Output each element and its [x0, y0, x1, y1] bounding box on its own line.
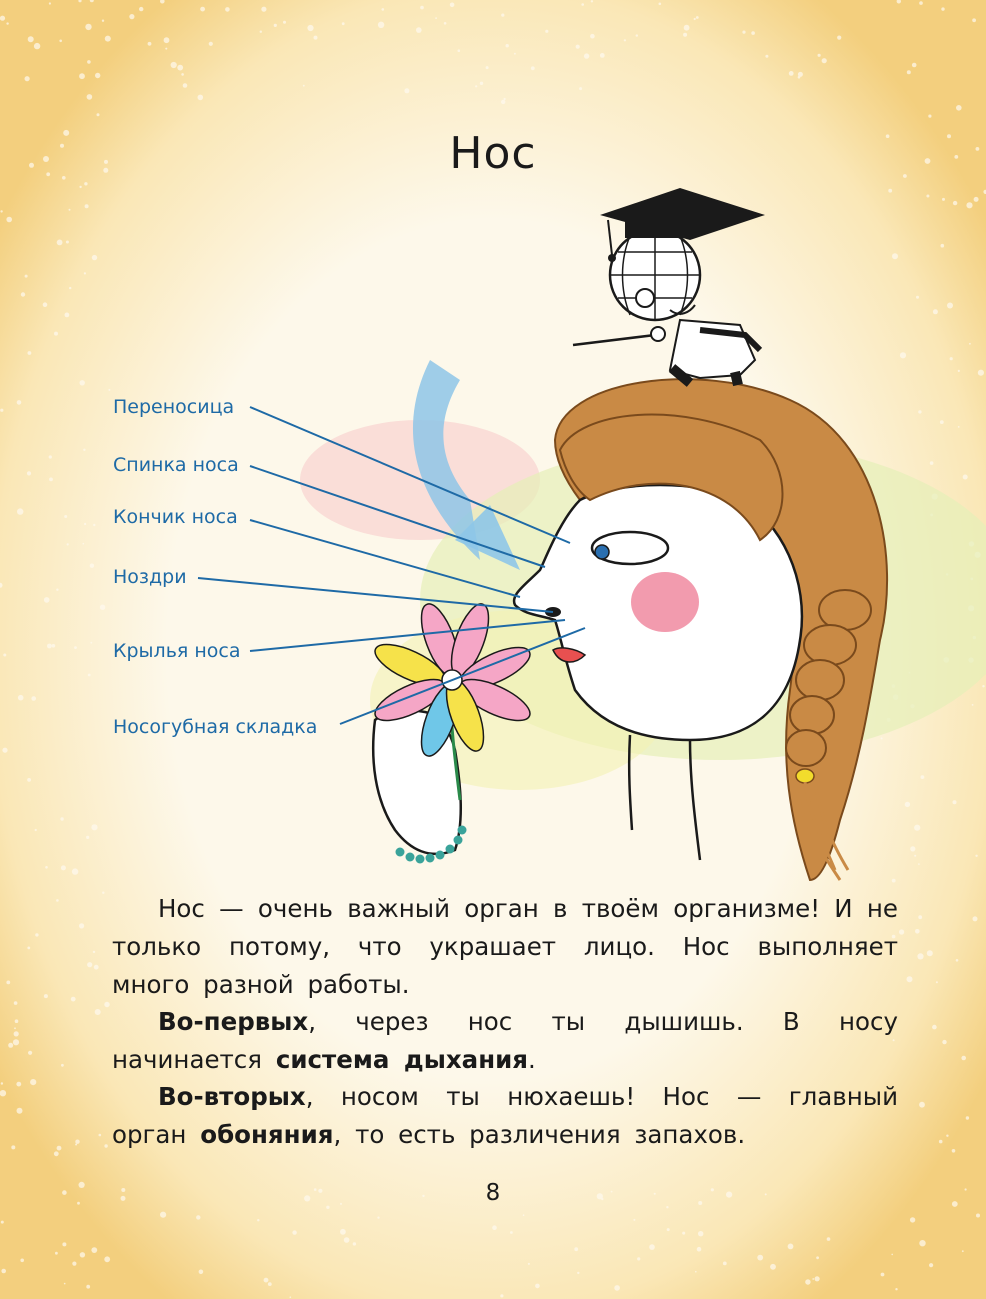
speckle [500, 1294, 503, 1297]
bold-first: Во-первых [158, 1007, 309, 1036]
speckle [104, 1256, 110, 1262]
speckle [1, 1221, 4, 1224]
speckle [976, 1214, 980, 1218]
speckle [827, 1237, 831, 1241]
bold-second: Во-вторых [158, 1082, 306, 1111]
speckle [199, 1270, 204, 1275]
paragraph-3-text: , носом ты нюхаешь! Нос — главный орган [112, 1082, 898, 1149]
speckle [695, 1271, 697, 1273]
paragraph-2-end: . [528, 1045, 536, 1074]
speckle [0, 1090, 6, 1096]
speckle [917, 953, 923, 959]
speckle [196, 1215, 200, 1219]
speckle [697, 1247, 702, 1252]
body-text [112, 890, 898, 1153]
page-number: 8 [485, 1180, 501, 1206]
page-title: Нос [449, 128, 537, 179]
speckle [932, 1025, 937, 1030]
speckle [86, 1285, 90, 1289]
speckle [633, 1219, 635, 1221]
speckle [523, 1214, 525, 1216]
speckle [535, 1284, 540, 1289]
speckle [80, 1252, 85, 1257]
speckle [87, 962, 92, 967]
paragraph-1: Нос — очень важный орган в твоём организме! И не только потому, что украшает лицо. Нос выполняет много разной работы. [112, 894, 898, 999]
speckle [16, 1082, 21, 1087]
speckle [667, 1228, 670, 1231]
label-nostrils: Ноздри [113, 566, 187, 588]
speckle [160, 1212, 166, 1218]
cheek [631, 572, 699, 632]
speckle [44, 994, 48, 998]
speckle [973, 916, 978, 921]
speckle [268, 1282, 272, 1286]
paragraph-3 [112, 1078, 898, 1154]
speckle [14, 1031, 19, 1036]
speckle [14, 1027, 16, 1029]
bold-breathing-system: система дыхания [275, 1045, 529, 1074]
speckle [910, 1217, 915, 1222]
label-bridge: Переносица [113, 396, 235, 418]
paragraph-2 [112, 1003, 898, 1079]
speckle [8, 1043, 13, 1048]
speckle [57, 1146, 62, 1151]
label-nose-tip: Кончик носа [113, 506, 238, 528]
speckle [377, 1217, 379, 1219]
speckle [649, 1244, 655, 1250]
speckle [492, 1225, 497, 1230]
speckle [15, 1019, 19, 1023]
speckle [946, 1135, 948, 1137]
speckle [35, 933, 38, 936]
speckle [919, 1102, 925, 1108]
speckle [881, 1273, 885, 1277]
speckle [95, 1009, 101, 1015]
speckle [13, 1039, 19, 1045]
speckle [966, 1116, 969, 1119]
paragraph-3-end: , то есть различения запахов. [333, 1120, 746, 1149]
speckle [614, 1285, 620, 1291]
speckle [927, 950, 933, 956]
speckle [11, 1145, 15, 1149]
speckle [698, 1231, 703, 1236]
speckle [326, 1206, 329, 1209]
speckle [104, 1002, 109, 1007]
label-nasolabial-fold: Носогубная складка [113, 716, 318, 738]
speckle [30, 1079, 36, 1085]
label-nose-wings: Крылья носа [113, 640, 241, 662]
speckle [770, 1264, 776, 1270]
speckle [939, 1140, 943, 1144]
speckle [292, 1230, 296, 1234]
speckle [61, 1064, 64, 1067]
speckle [812, 1278, 814, 1280]
speckle [637, 1257, 640, 1260]
speckle [815, 1276, 820, 1281]
speckle [682, 1232, 685, 1235]
speckle [577, 1272, 579, 1274]
speckle [91, 1247, 97, 1253]
speckle [75, 1140, 79, 1144]
speckle [344, 1237, 350, 1243]
speckle [816, 1256, 819, 1259]
pointer-stick [573, 335, 655, 345]
speckle [915, 929, 920, 934]
hair-tie [796, 769, 814, 783]
speckle [936, 981, 938, 983]
speckle [962, 1250, 964, 1252]
speckle [264, 1278, 269, 1283]
speckle [918, 915, 922, 919]
speckle [919, 1240, 925, 1246]
speckle [723, 1262, 727, 1266]
speckle [956, 959, 959, 962]
speckle [257, 1219, 259, 1221]
speckle [929, 1263, 933, 1267]
speckle [961, 1056, 966, 1061]
speckle [952, 1149, 956, 1153]
speckle [290, 1296, 292, 1298]
globe-professor-mascot [573, 188, 765, 385]
speckle [64, 1283, 66, 1285]
speckle [899, 929, 904, 934]
speckle [891, 1254, 893, 1256]
speckle [28, 1051, 32, 1055]
speckle [79, 923, 84, 928]
speckle [757, 1255, 763, 1261]
paragraph-2-text: , через нос ты дышишь. В носу начинается [112, 1007, 898, 1074]
speckle [340, 1229, 346, 1235]
speckle [788, 1244, 794, 1250]
speckle [55, 1252, 58, 1255]
speckle [94, 965, 99, 970]
pupil [595, 545, 609, 559]
speckle [75, 1144, 77, 1146]
speckle [510, 1231, 513, 1234]
speckle [1, 1082, 3, 1084]
speckle [942, 1040, 946, 1044]
speckle [20, 1259, 24, 1263]
speckle [6, 981, 10, 985]
speckle [17, 1108, 23, 1114]
speckle [62, 1242, 66, 1246]
speckle [104, 1144, 107, 1147]
bold-smell: обоняния [200, 1120, 334, 1149]
label-nose-back: Спинка носа [113, 454, 239, 476]
speckle [1, 1269, 6, 1274]
speckle [666, 1206, 668, 1208]
speckle [72, 1262, 76, 1266]
speckle [54, 1151, 59, 1156]
speckle [805, 1279, 810, 1284]
speckle [14, 1001, 18, 1005]
speckle [528, 1263, 530, 1265]
speckle [93, 951, 95, 953]
speckle [99, 1134, 102, 1137]
speckle [574, 1247, 578, 1251]
speckle [353, 1242, 356, 1245]
speckle [27, 947, 30, 950]
speckle [907, 976, 913, 982]
speckle [71, 997, 76, 1002]
speckle [895, 1288, 897, 1290]
